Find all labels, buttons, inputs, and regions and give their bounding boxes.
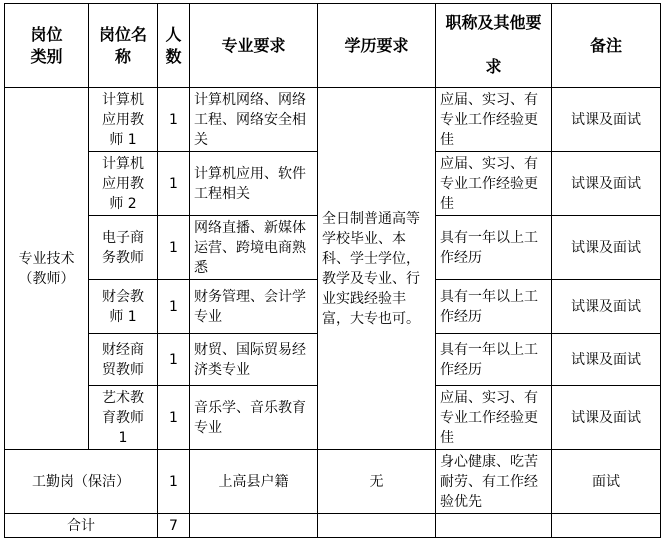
title-cell: 具有一年以上工作经历 bbox=[436, 216, 552, 280]
major-cell: 财贸、国际贸易经济类专业 bbox=[190, 334, 318, 386]
header-education: 学历要求 bbox=[318, 4, 436, 88]
title-cell: 具有一年以上工作经历 bbox=[436, 334, 552, 386]
header-row bbox=[5, 4, 661, 88]
header-title: 职称及其他要 求 bbox=[436, 4, 552, 88]
note-cell: 试课及面试 bbox=[552, 334, 661, 386]
header-count: 人 数 bbox=[158, 4, 190, 88]
table-row bbox=[5, 88, 661, 152]
total-empty-cell bbox=[190, 514, 318, 538]
header-note: 备注 bbox=[552, 4, 661, 88]
worker-row bbox=[5, 450, 661, 514]
major-cell: 计算机网络、网络工程、网络安全相关 bbox=[190, 88, 318, 152]
recruitment-table bbox=[4, 3, 661, 538]
category-teacher: 专业技术 （教师） bbox=[5, 88, 89, 450]
position-cell: 财经商 贸教师 bbox=[89, 334, 158, 386]
count-cell: 1 bbox=[158, 280, 190, 334]
note-cell: 试课及面试 bbox=[552, 88, 661, 152]
count-cell: 1 bbox=[158, 334, 190, 386]
count-cell: 1 bbox=[158, 88, 190, 152]
total-row bbox=[5, 514, 661, 538]
count-cell: 1 bbox=[158, 152, 190, 216]
position-cell: 财会教 师 1 bbox=[89, 280, 158, 334]
worker-category: 工勤岗（保洁） bbox=[5, 450, 158, 514]
note-cell: 试课及面试 bbox=[552, 386, 661, 450]
total-empty-cell bbox=[436, 514, 552, 538]
title-cell: 具有一年以上工作经历 bbox=[436, 280, 552, 334]
note-cell: 试课及面试 bbox=[552, 216, 661, 280]
education-shared: 全日制普通高等学校毕业、本科、学士学位，教学及专业、行业实践经验丰富，大专也可。 bbox=[318, 88, 436, 450]
worker-note: 面试 bbox=[552, 450, 661, 514]
worker-major: 上高县户籍 bbox=[190, 450, 318, 514]
worker-education: 无 bbox=[318, 450, 436, 514]
note-cell: 试课及面试 bbox=[552, 280, 661, 334]
worker-title: 身心健康、吃苦耐劳、有工作经验优先 bbox=[436, 450, 552, 514]
major-cell: 财务管理、会计学专业 bbox=[190, 280, 318, 334]
title-cell: 应届、实习、有专业工作经验更佳 bbox=[436, 386, 552, 450]
count-cell: 1 bbox=[158, 386, 190, 450]
major-cell: 网络直播、新媒体运营、跨境电商熟悉 bbox=[190, 216, 318, 280]
total-empty-cell bbox=[318, 514, 436, 538]
title-cell: 应届、实习、有专业工作经验更佳 bbox=[436, 88, 552, 152]
header-category: 岗位 类别 bbox=[5, 4, 89, 88]
header-position: 岗位名 称 bbox=[89, 4, 158, 88]
position-cell: 计算机 应用教 师 1 bbox=[89, 88, 158, 152]
position-cell: 计算机 应用教 师 2 bbox=[89, 152, 158, 216]
worker-count: 1 bbox=[158, 450, 190, 514]
major-cell: 音乐学、音乐教育专业 bbox=[190, 386, 318, 450]
count-cell: 1 bbox=[158, 216, 190, 280]
total-empty-cell bbox=[552, 514, 661, 538]
note-cell: 试课及面试 bbox=[552, 152, 661, 216]
header-major: 专业要求 bbox=[190, 4, 318, 88]
position-cell: 艺术教 育教师 1 bbox=[89, 386, 158, 450]
position-cell: 电子商 务教师 bbox=[89, 216, 158, 280]
total-count: 7 bbox=[158, 514, 190, 538]
major-cell: 计算机应用、软件工程相关 bbox=[190, 152, 318, 216]
title-cell: 应届、实习、有专业工作经验更佳 bbox=[436, 152, 552, 216]
total-label: 合计 bbox=[5, 514, 158, 538]
